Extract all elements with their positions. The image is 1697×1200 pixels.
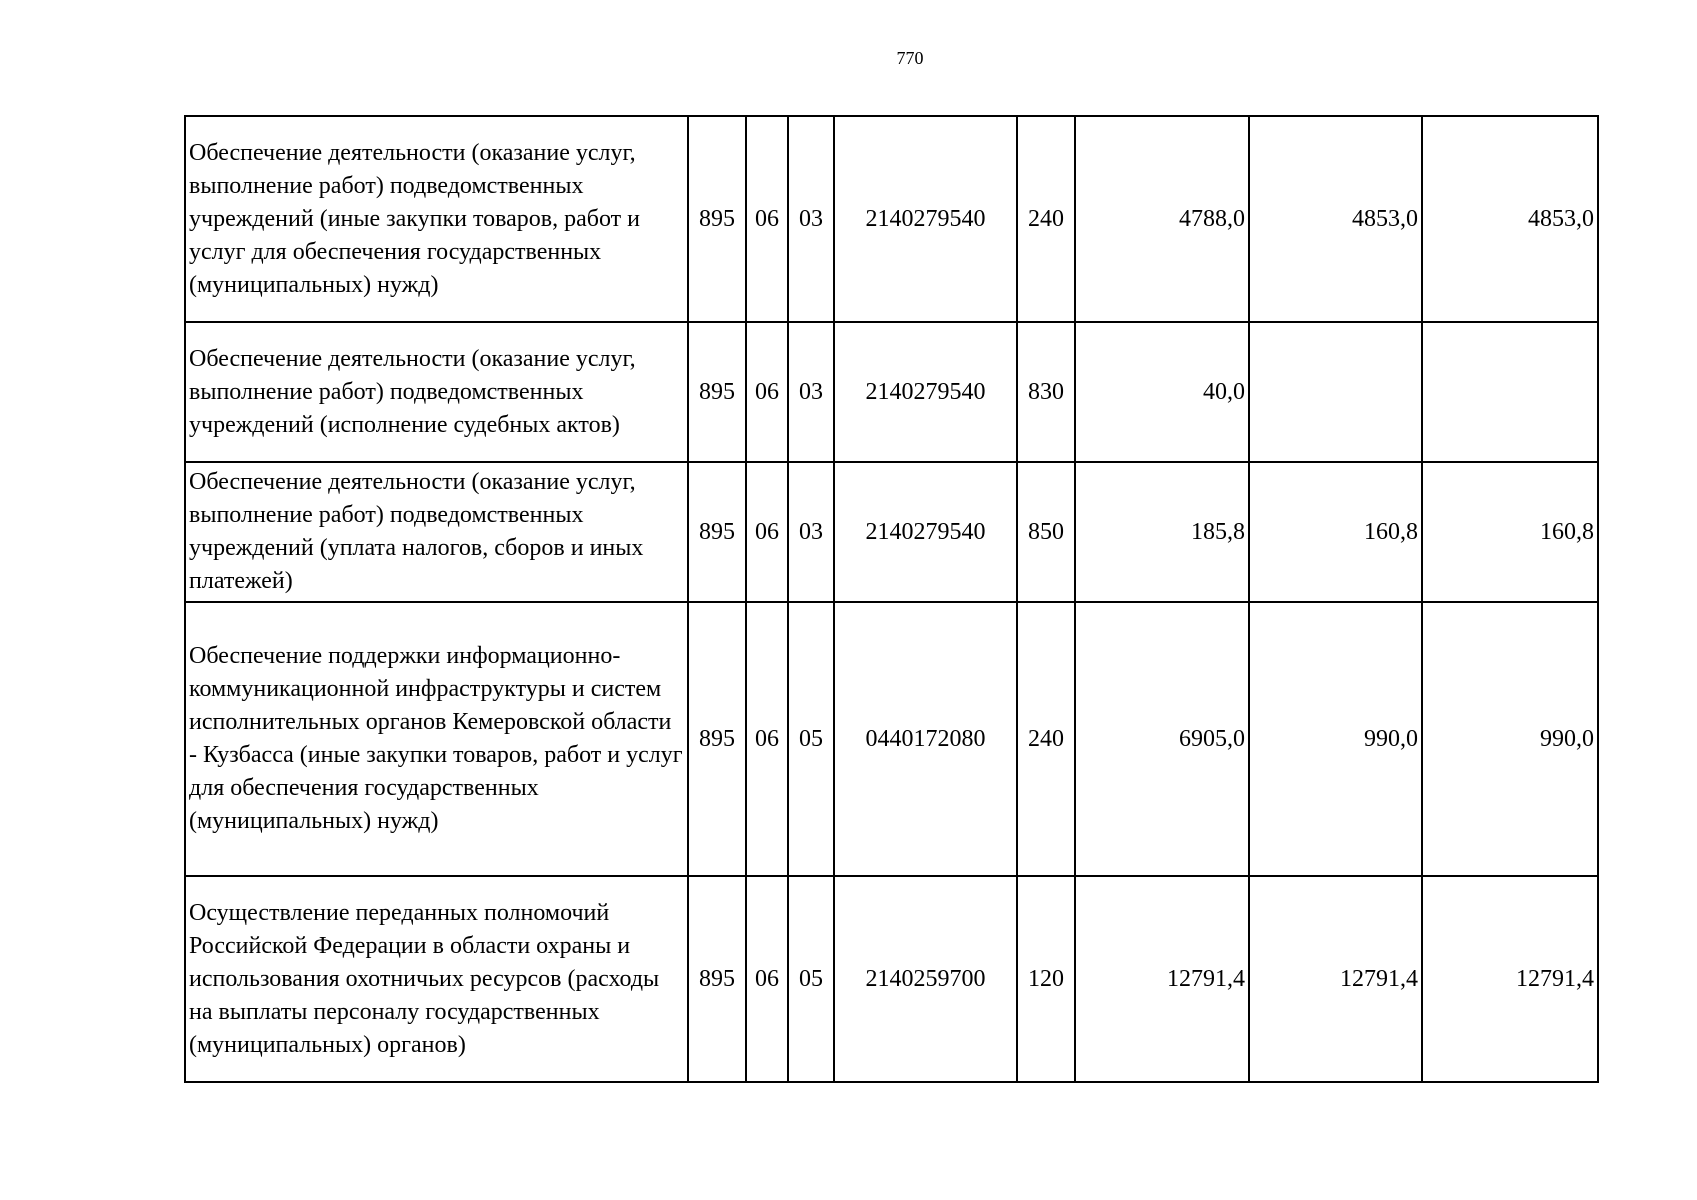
section-code: 06 — [746, 116, 788, 322]
ministry-code: 895 — [688, 462, 746, 602]
amount-year-2: 990,0 — [1249, 602, 1422, 876]
expense-type-code: 850 — [1017, 462, 1075, 602]
table-row — [185, 462, 1598, 602]
amount-year-3: 12791,4 — [1422, 876, 1598, 1082]
subsection-code: 03 — [788, 462, 834, 602]
amount-year-1: 40,0 — [1075, 322, 1249, 462]
target-article-code: 2140279540 — [834, 322, 1017, 462]
amount-year-2: 160,8 — [1249, 462, 1422, 602]
subsection-code: 03 — [788, 116, 834, 322]
expense-type-code: 240 — [1017, 116, 1075, 322]
amount-year-1: 12791,4 — [1075, 876, 1249, 1082]
row-description: Обеспечение деятельности (оказание услуг, выполнение работ) подведомственных учреждений (уплата налогов, сборов и иных платежей) — [185, 462, 688, 602]
amount-year-3: 4853,0 — [1422, 116, 1598, 322]
budget-table — [184, 115, 1599, 1083]
expense-type-code: 120 — [1017, 876, 1075, 1082]
table-row — [185, 322, 1598, 462]
amount-year-1: 4788,0 — [1075, 116, 1249, 322]
target-article-code: 2140259700 — [834, 876, 1017, 1082]
amount-year-1: 6905,0 — [1075, 602, 1249, 876]
target-article-code: 0440172080 — [834, 602, 1017, 876]
amount-year-3: 990,0 — [1422, 602, 1598, 876]
expense-type-code: 830 — [1017, 322, 1075, 462]
subsection-code: 05 — [788, 876, 834, 1082]
ministry-code: 895 — [688, 322, 746, 462]
target-article-code: 2140279540 — [834, 462, 1017, 602]
ministry-code: 895 — [688, 602, 746, 876]
amount-year-2 — [1249, 322, 1422, 462]
amount-year-2: 4853,0 — [1249, 116, 1422, 322]
row-description: Обеспечение поддержки информационно-коммуникационной инфраструктуры и систем исполнительных органов Кемеровской области - Кузбасса (иные закупки товаров, работ и услуг для обеспечения государственных (муниципальных) нужд) — [185, 602, 688, 876]
section-code: 06 — [746, 462, 788, 602]
section-code: 06 — [746, 602, 788, 876]
row-description: Обеспечение деятельности (оказание услуг, выполнение работ) подведомственных учреждений (иные закупки товаров, работ и услуг для обеспечения государственных (муниципальных) нужд) — [185, 116, 688, 322]
ministry-code: 895 — [688, 876, 746, 1082]
table-row — [185, 602, 1598, 876]
subsection-code: 05 — [788, 602, 834, 876]
table-row — [185, 876, 1598, 1082]
section-code: 06 — [746, 876, 788, 1082]
subsection-code: 03 — [788, 322, 834, 462]
ministry-code: 895 — [688, 116, 746, 322]
expense-type-code: 240 — [1017, 602, 1075, 876]
table-row — [185, 116, 1598, 322]
amount-year-2: 12791,4 — [1249, 876, 1422, 1082]
target-article-code: 2140279540 — [834, 116, 1017, 322]
amount-year-3: 160,8 — [1422, 462, 1598, 602]
amount-year-1: 185,8 — [1075, 462, 1249, 602]
amount-year-3 — [1422, 322, 1598, 462]
row-description: Обеспечение деятельности (оказание услуг, выполнение работ) подведомственных учреждений (исполнение судебных актов) — [185, 322, 688, 462]
section-code: 06 — [746, 322, 788, 462]
page-number: 770 — [896, 48, 924, 68]
row-description: Осуществление переданных полномочий Российской Федерации в области охраны и использования охотничьих ресурсов (расходы на выплаты персоналу государственных (муниципальных) органов) — [185, 876, 688, 1082]
